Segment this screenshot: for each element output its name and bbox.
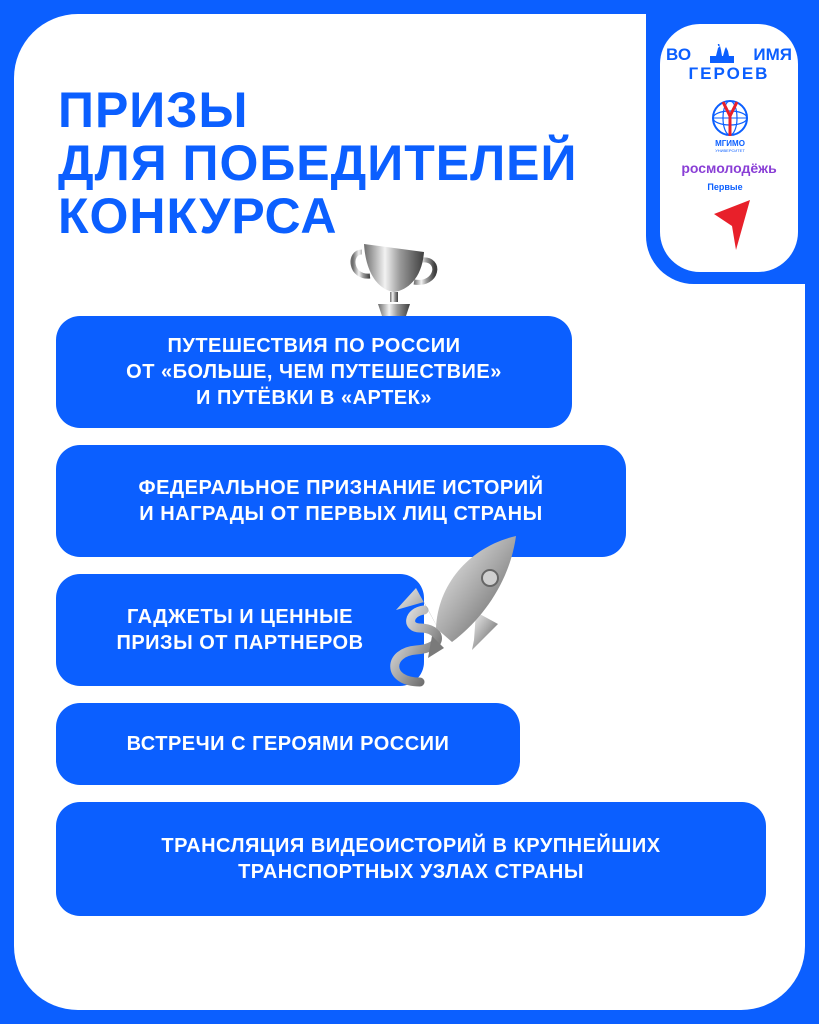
prize-text: ПУТЕШЕСТВИЯ ПО РОССИИ — [167, 335, 461, 357]
prize-text: ОТ «БОЛЬШЕ, ЧЕМ ПУТЕШЕСТВИЕ» — [126, 361, 502, 383]
page-title — [58, 84, 577, 243]
prize-card-travel — [56, 316, 572, 428]
mgimo-name: МГИМО — [715, 139, 745, 148]
logo-word-geroev: ГЕРОЕВ — [688, 64, 770, 83]
mgimo-emblem-icon — [699, 96, 761, 154]
prize-card-recognition — [56, 445, 626, 557]
prize-text: ГАДЖЕТЫ И ЦЕННЫЕ — [127, 606, 353, 628]
vo-imya-geroev-logo — [666, 44, 792, 83]
title-line-2: ДЛЯ ПОБЕДИТЕЛЕЙ — [58, 135, 578, 191]
monument-icon — [708, 44, 736, 64]
prize-text: ТРАНСПОРТНЫХ УЗЛАХ СТРАНЫ — [238, 861, 584, 883]
logo-word-imya: ИМЯ — [753, 44, 792, 64]
pervye-label: Первые — [707, 182, 743, 192]
rocket-icon — [376, 532, 522, 704]
rosmolodezh-logo: росмолодёжь — [681, 160, 777, 176]
trophy-icon — [344, 238, 446, 318]
prize-text: ТРАНСЛЯЦИЯ ВИДЕОИСТОРИЙ В КРУПНЕЙШИХ — [161, 835, 661, 857]
prize-card-broadcast — [56, 802, 766, 916]
pervye-arrow-icon — [712, 196, 752, 252]
prize-text: ПРИЗЫ ОТ ПАРТНЕРОВ — [116, 632, 364, 654]
title-line-3: КОНКУРСА — [58, 188, 338, 244]
prize-text: И ПУТЁВКИ В «АРТЕК» — [196, 387, 432, 409]
prize-text: ВСТРЕЧИ С ГЕРОЯМИ РОССИИ — [126, 733, 450, 755]
title-line-1: ПРИЗЫ — [58, 82, 249, 138]
prize-card-gadgets — [56, 574, 424, 686]
prize-text: ФЕДЕРАЛЬНОЕ ПРИЗНАНИЕ ИСТОРИЙ — [138, 477, 544, 499]
prize-text: И НАГРАДЫ ОТ ПЕРВЫХ ЛИЦ СТРАНЫ — [139, 503, 543, 525]
prize-card-heroes — [56, 703, 520, 785]
logo-word-vo: ВО — [666, 44, 692, 64]
mgimo-sub: УНИВЕРСИТЕТ — [715, 148, 745, 153]
